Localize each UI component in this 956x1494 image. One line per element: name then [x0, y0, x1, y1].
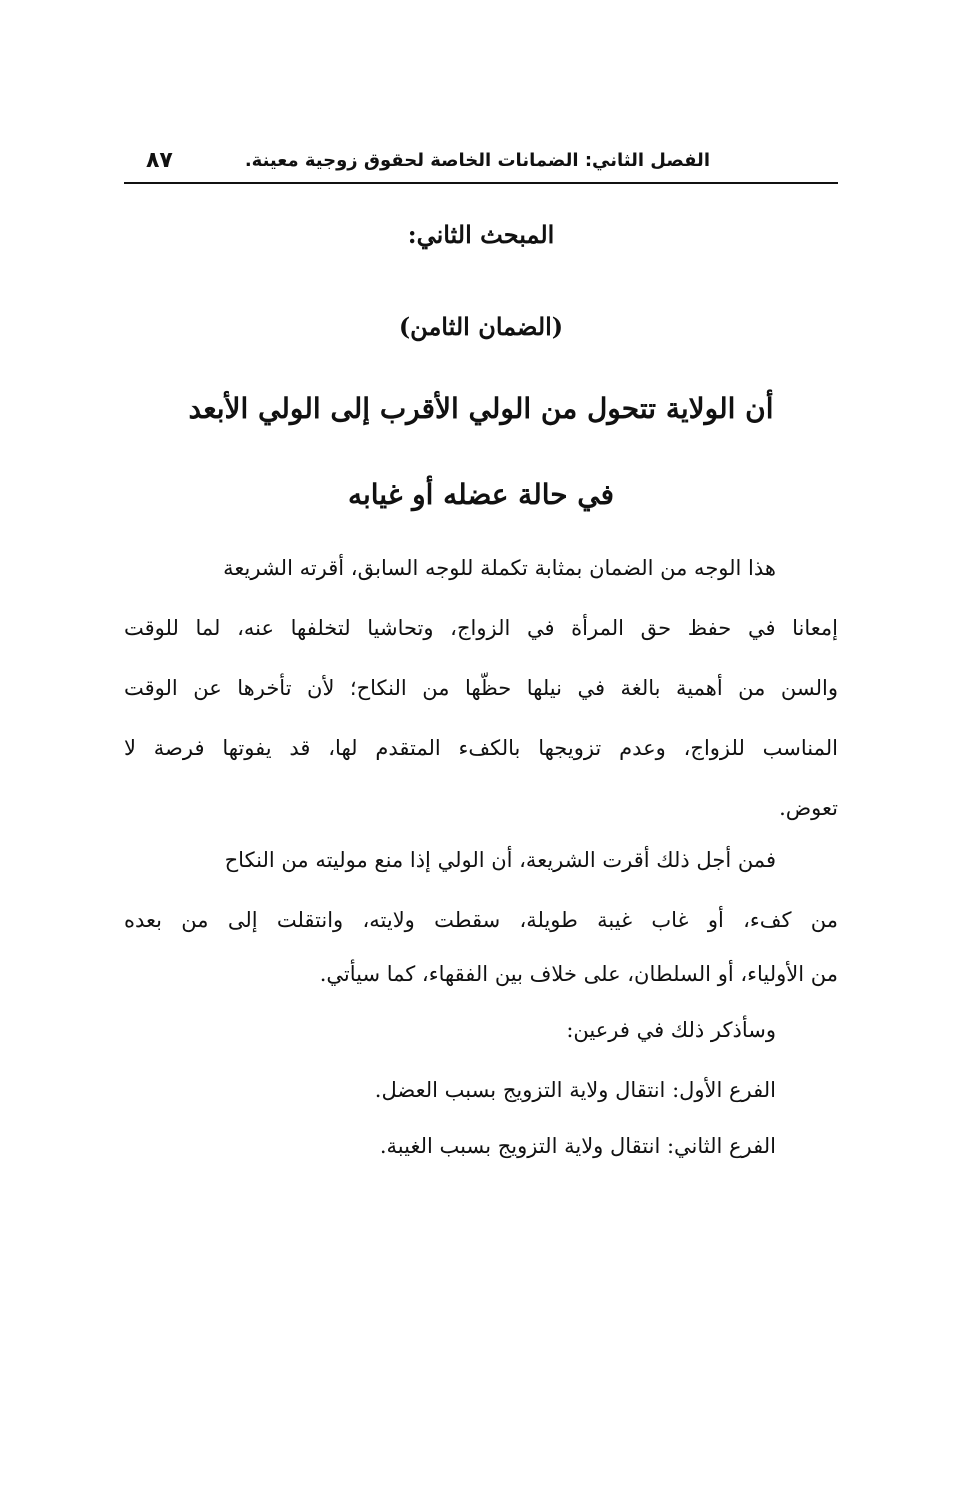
paragraph-line: والسن من أهمية بالغة في نيلها حظّها من النكاح؛ لأن تأخرها عن الوقت	[124, 676, 838, 700]
branch-two: الفرع الثاني: انتقال ولاية التزويج بسبب الغيبة.	[379, 1134, 776, 1158]
paragraph-line: إمعانا في حفظ حق المرأة في الزواج، وتحاشيا لتخلفها عنه، لما للوقت	[124, 616, 838, 640]
chapter-title: الفصل الثاني: الضمانات الخاصة لحقوق زوجية معينة.	[244, 150, 710, 171]
guarantee-heading: (الضمان الثامن)	[398, 312, 564, 341]
running-header	[124, 148, 838, 184]
paragraph-line: تعوض.	[779, 796, 838, 820]
branch-one: الفرع الأول: انتقال ولاية التزويج بسبب العضل.	[374, 1078, 776, 1102]
outline-intro: وسأذكر ذلك في فرعين:	[566, 1018, 776, 1042]
page-number: ٨٧	[146, 148, 173, 173]
paragraph-line: المناسب للزواج، وعدم تزويجها بالكفء المتقدم لها، قد يفوتها فرصة لا	[124, 736, 838, 760]
paragraph-line: هذا الوجه من الضمان بمثابة تكملة للوجه السابق، أقرته الشريعة	[223, 556, 776, 580]
paragraph-line: فمن أجل ذلك أقرت الشريعة، أن الولي إذا منع موليته من النكاح	[224, 848, 776, 872]
title-line-1: أن الولاية تتحول من الولي الأقرب إلى الولي الأبعد	[188, 392, 774, 425]
paragraph-line: من الأولياء، أو السلطان، على خلاف بين الفقهاء، كما سيأتي.	[319, 962, 838, 986]
section-heading: المبحث الثاني:	[407, 220, 555, 249]
title-line-2: في حالة عضله أو غيابه	[347, 478, 615, 511]
paragraph-line: من كفء، أو غاب غيبة طويلة، سقطت ولايته، وانتقلت إلى من بعده	[124, 908, 838, 932]
